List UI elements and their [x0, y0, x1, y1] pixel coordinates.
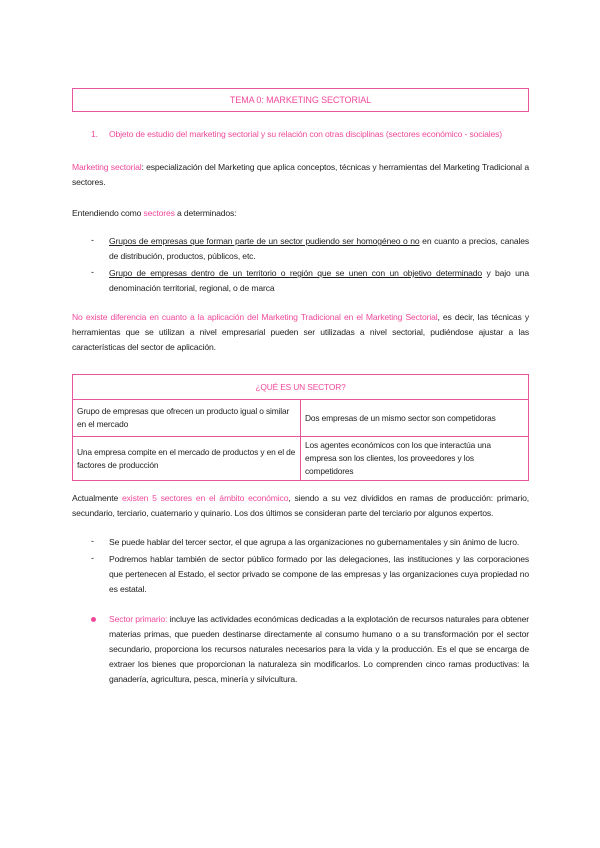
section-number: 1.	[91, 129, 98, 139]
list-item-rest: en cuanto a precios, canales de distribución, productos, públicos, etc.	[109, 236, 529, 261]
table-header: ¿QUÉ ES UN SECTOR?	[73, 375, 529, 400]
sectores-term: sectores	[143, 208, 175, 218]
definition-text: : especialización del Marketing que aplica conceptos, técnicas y herramientas del Marketing Tradicional a sectores.	[72, 162, 529, 187]
dash-bullet: -	[91, 536, 94, 546]
sector-primario-paragraph	[109, 612, 529, 687]
table-row	[73, 400, 529, 437]
table-cell: Grupo de empresas que ofrecen un producto igual o similar en el mercado	[73, 400, 301, 437]
list-item	[109, 234, 529, 264]
table-row	[73, 437, 529, 481]
table-cell: Una empresa compite en el mercado de productos y en el de factores de producción	[73, 437, 301, 481]
actualmente-pre: Actualmente	[72, 493, 123, 503]
dash-bullet: -	[91, 267, 94, 277]
actualmente-post: , siendo a su vez divididos en ramas de producción: primario, secundario, terciario, cuaternario y quinario. Los dos últimos se consideran parte del terciario por algunos expertos.	[72, 493, 529, 518]
list-item: Se puede hablar del tercer sector, el que agrupa a las organizaciones no gubernamentales y sin ánimo de lucro.	[109, 537, 520, 547]
actualmente-paragraph	[72, 491, 529, 521]
title-box	[72, 88, 529, 112]
section-heading: Objeto de estudio del marketing sectorial y su relación con otras disciplinas (sectores económico - sociales)	[109, 129, 502, 139]
list-item-underlined: Grupo de empresas dentro de un territorio o región que se unen con un objetivo determinado	[109, 268, 483, 278]
entendiendo-post: a determinados:	[174, 208, 237, 218]
sector-primario-term: Sector primario:	[109, 614, 168, 624]
table-cell: Los agentes económicos con los que interactúa una empresa son los clientes, los proveedores y los competidores	[301, 437, 529, 481]
sector-primario-text: incluye las actividades económicas dedicadas a la explotación de recursos naturales para obtener materias primas, que pueden destinarse directamente al consumo humano o a su transformación por el sector secundario, proporciona los recursos naturales necesarios para la vida y la producción. Es el que se encarga de extraer los bienes que proporcionan la naturaleza sin modificarlos. Lo comprenden cinco ramas productivas: la ganadería, agricultura, pesca, minería y silvicultura.	[109, 614, 529, 684]
sector-table	[72, 374, 529, 481]
list-item-rest: y bajo una denominación territorial, regional, o de marca	[109, 268, 529, 293]
entendiendo-pre: Entendiendo como	[72, 208, 144, 218]
list-item: Podremos hablar también de sector público formado por las delegaciones, las instituciones y las corporaciones que pertenecen al Estado, el sector privado se compone de las empresas y las organizaciones cuya propiedad no es estatal.	[109, 554, 529, 594]
dash-bullet: -	[91, 553, 94, 563]
page-title: TEMA 0: MARKETING SECTORIAL	[229, 95, 372, 105]
definition-paragraph	[72, 160, 529, 190]
table-cell: Dos empresas de un mismo sector son competidoras	[301, 400, 529, 437]
definition-term: Marketing sectorial	[72, 162, 142, 172]
no-diferencia-text: , es decir, las técnicas y herramientas que se utilizan a nivel empresarial pueden ser utilizadas a nivel sectorial, pudiéndose ajustar a las características del sector de aplicación.	[72, 312, 529, 352]
no-diferencia-paragraph	[72, 310, 529, 355]
table-header-row	[73, 375, 529, 400]
dash-bullet: -	[91, 235, 94, 245]
cinco-sectores-term: existen 5 sectores en el ámbito económico	[122, 493, 289, 503]
no-diferencia-term: No existe diferencia en cuanto a la aplicación del Marketing Tradicional en el Marketing Sectorial	[72, 312, 438, 322]
pink-bullet-icon	[91, 617, 96, 622]
list-item-underlined: Grupos de empresas que forman parte de un sector pudiendo ser homogéneo o no	[109, 236, 420, 246]
entendiendo-paragraph	[72, 206, 529, 221]
list-item	[109, 266, 529, 296]
